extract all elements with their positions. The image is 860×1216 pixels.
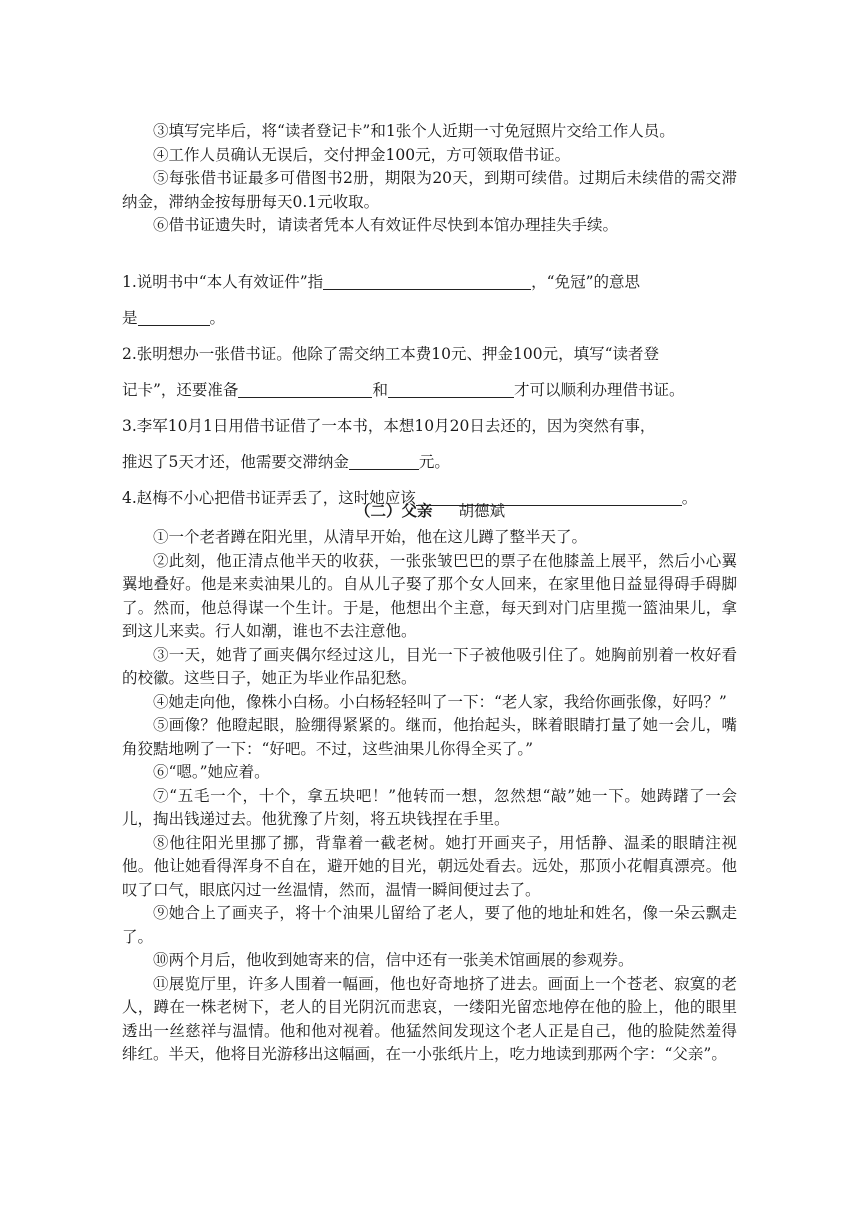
story-author: 胡德斌 [458,502,506,520]
story-paragraph: ⑧他往阳光里挪了挪，背靠着一截老树。她打开画夹子，用恬静、温柔的眼睛注视他。他让她看得浑身不自在，避开她的目光，朝远处看去。远处，那顶小花帽真漂亮。他叹了口气，眼底闪过一丝温情，然而，温情一瞬间便过去了。 [122,833,737,899]
rule-paragraph: ⑥借书证遗失时，请读者凭本人有效证件尽快到本馆办理挂失手续。 [153,216,619,234]
answer-blank[interactable] [349,452,419,470]
story-title: （二）父亲 [354,501,433,520]
answer-blank[interactable] [323,272,531,290]
questions-section [122,264,737,516]
rule-paragraph: ④工作人员确认无误后，交付押金100元，方可领取借书证。 [153,145,571,164]
rule-paragraph: ⑤每张借书证最多可借图书2册，期限为20天，到期可续借。过期后未续借的需交滞纳金，滞纳金按每册每天0.1元收取。 [122,169,737,211]
answer-blank[interactable] [138,308,210,326]
story-paragraph: ②此刻，他正清点他半天的收获，一张张皱巴巴的票子在他膝盖上展平，然后小心翼翼地叠好。他是来卖油果儿的。自从儿子娶了那个女人回来，在家里他日益显得碍手碍脚了。然而，他总得谋一个生计。于是，他想出个主意，每天到对门店里揽一篮油果儿，拿到这儿来卖。行人如潮，谁也不去注意他。 [122,551,737,640]
story-section [122,526,737,1067]
story-paragraph: ⑨她合上了画夹子，将十个油果儿留给了老人，要了他的地址和姓名，像一朵云飘走了。 [122,904,737,946]
story-paragraph: ①一个老者蹲在阳光里，从清早开始，他在这儿蹲了整半天了。 [153,528,588,546]
rules-section [122,120,737,238]
story-paragraph: ⑤画像？他瞪起眼，脸绷得紧紧的。继而，他抬起头，眯着眼睛打量了她一会儿，嘴角狡黠地咧了一下：“好吧。不过，这些油果儿你得全买了。” [122,716,737,758]
question-4: 4.赵梅不小心把借书证弄丢了，这时她应该 。 [122,489,698,507]
story-paragraph: ④她走向他，像株小白杨。小白杨轻轻叫了一下：“老人家，我给你画张像，好吗？” [153,692,727,711]
story-paragraph: ⑩两个月后，他收到她寄来的信，信中还有一张美术馆画展的参观券。 [153,951,634,969]
story-paragraph: ⑦“五毛一个，十个，拿五块吧！”他转而一想，忽然想“敲”她一下。她踌躇了一会儿，掏出钱递过去。他犹豫了片刻，将五块钱捏在手里。 [122,786,737,828]
answer-blank[interactable] [388,380,514,398]
rule-paragraph: ③填写完毕后，将“读者登记卡”和1张个人近期一寸免冠照片交给工作人员。 [153,122,675,140]
question-2: 2.张明想办一张借书证。他除了需交纳工本费10元、押金100元，填写“读者登 记卡”，还要准备 和 才可以顺利办理借书证。 [122,345,685,399]
answer-blank[interactable] [238,380,372,398]
question-1: 1.说明书中“本人有效证件”指 ，“免冠”的意思 是 。 [122,273,640,327]
story-paragraph: ⑥“嗯。”她应着。 [153,763,270,781]
story-paragraph: ③一天，她背了画夹偶尔经过这儿，目光一下子被他吸引住了。她胸前别着一枚好看的校徽。这些日子，她正为毕业作品犯愁。 [122,645,737,687]
question-3: 3.李军10月1日用借书证借了一本书，本想10月20日去还的，因为突然有事， 推迟了5天才还，他需要交滞纳金 元。 [122,417,656,471]
story-paragraph: ⑪展览厅里，许多人围着一幅画，他也好奇地挤了进去。画面上一个苍老、寂寞的老人，蹲在一株老树下，老人的目光阴沉而悲哀，一缕阳光留恋地停在他的脸上，他的眼里透出一丝慈祥与温情。他和他对视着。他猛然间发现这个老人正是自己，他的脸陡然羞得绯红。半天，他将目光游移出这幅画，在一小张纸片上，吃力地读到那两个字：“父亲”。 [122,974,737,1063]
section-title [0,499,860,521]
